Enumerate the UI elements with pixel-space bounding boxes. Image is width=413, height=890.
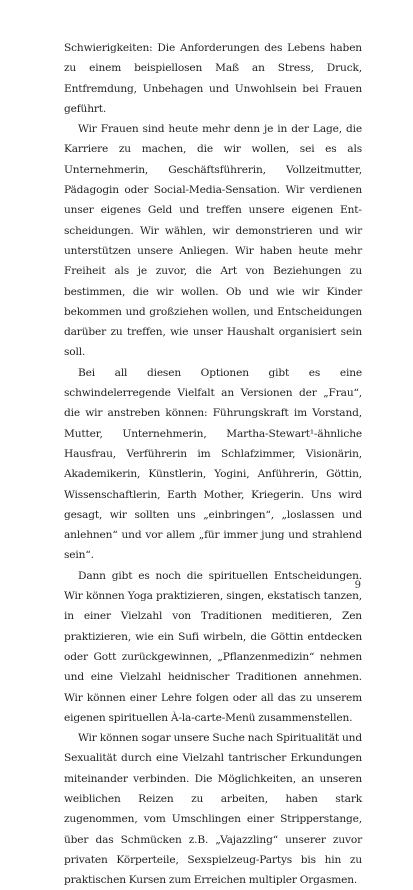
page-number: 9 (354, 580, 361, 591)
paragraph-5: Wir können sogar unsere Suche nach Spiritualität und Sexualität durch eine Vielzahl tantrischer Erkundungen miteinander verbinden. Die Möglichkeiten, an unseren weiblichen Reizen zu arbeiten, haben stark zugenommen, vom Umschlingen einer Stripperstange, über das Schmücken z.B. „Vajazzling“ unserer zuvor privaten Körperteile, Sexspielzeug-Partys bis hin zu praktischen Kursen zum Erreichen multipler Orgasmen. (64, 732, 362, 887)
paragraph-1: Schwierigkeiten: Die Anforderungen des Lebens haben zu einem beispiellosen Maß an Stress, Druck, Entfremdung, Unbehagen und Unwohlsein bei Frauen geführt. (64, 42, 362, 115)
paragraph-3: Bei all diesen Optionen gibt es eine schwindelerregende Vielfalt an Versionen der „Frau“, die wir anstreben können: Führungskraft im Vorstand, Mutter, Unternehmerin, Martha-Stewart¹-ähnliche Hausfrau, Verführerin im Schlafzimmer, Visionärin, Akademikerin, Künstlerin, Yogini, Anführerin, Göttin, Wissenschaftlerin, Earth Mother, Kriegerin. Uns wird gesagt, wir sollten uns „einbringen“, „loslassen und anlehnen“ und vor allem „für immer jung und strahlend sein“. (64, 366, 362, 562)
paragraph-2: Wir Frauen sind heute mehr denn je in der Lage, die Karriere zu machen, die wir wollen, sei es als Unternehmerin, Geschäftsführerin, Vollzeitmutter, Pädagogin oder Social-Media-Sensation. Wir verdienen unser eigenes Geld und treffen unsere eigenen Entscheidungen. Wir wählen, wir demonstrieren und wir unterstützen unsere Anliegen. Wir haben heute mehr Freiheit als je zuvor, die Art von Beziehungen zu bestimmen, die wir wollen. Ob und wie wir Kinder bekommen und großziehen wollen, und Entscheidungen darüber zu treffen, wie unser Haushalt organisiert sein soll. (64, 123, 362, 359)
page-body (64, 38, 362, 890)
paragraph-4: Dann gibt es noch die spirituellen Entscheidungen. Wir können Yoga praktizieren, singen, ekstatisch tanzen, in einer Vielzahl von Traditionen meditieren, Zen praktizieren, wie ein Sufi wirbeln, die Göttin entdecken oder Gott zurückgewinnen, „Pflanzenmedizin“ nehmen und eine Vielzahl heidnischer Traditionen annehmen. Wir können einer Lehre folgen oder all das zu unserem eigenen spirituellen À-la-carte-Menü zusammenstellen. (64, 569, 362, 724)
